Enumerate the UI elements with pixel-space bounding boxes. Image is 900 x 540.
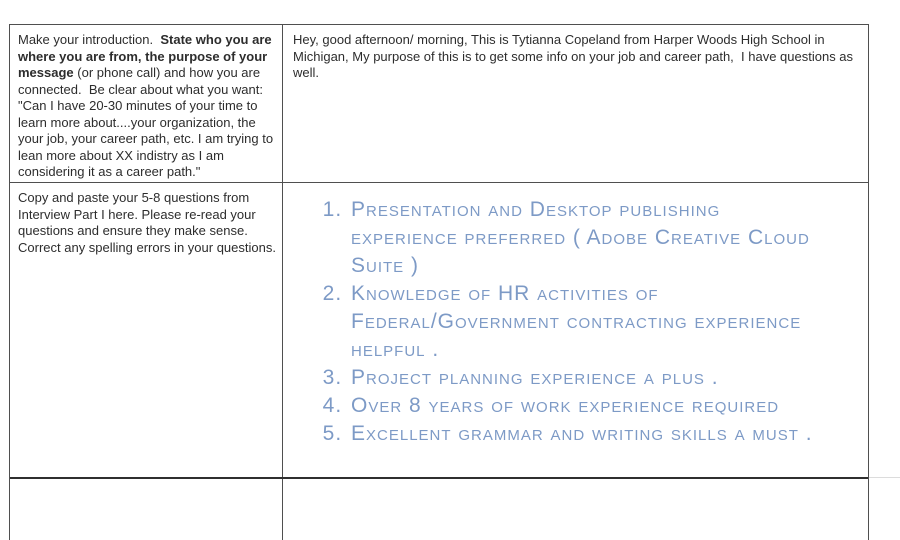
table-row-introduction xyxy=(10,25,868,182)
question-item: 3. Project planning experience a plus . xyxy=(349,364,833,392)
questions-list xyxy=(293,196,833,448)
worksheet-table xyxy=(9,24,869,540)
instruction-cell-empty[interactable] xyxy=(10,479,283,540)
question-item: 4. Over 8 years of work experience required xyxy=(349,392,833,420)
table-row-questions xyxy=(10,182,868,477)
instruction-cell-introduction[interactable] xyxy=(10,25,283,182)
page-edge-line xyxy=(869,477,900,478)
response-cell-empty[interactable] xyxy=(283,479,868,540)
question-item: 2. Knowledge of HR activities of Federal/Government contracting experience helpful . xyxy=(349,280,833,364)
question-item: 1. Presentation and Desktop publishing experience preferred ( Adobe Creative Cloud Suite ) xyxy=(349,196,833,280)
instruction-cell-questions[interactable] xyxy=(10,183,283,477)
introduction-instruction-text: Make your introduction. State who you are where you are from, the purpose of your message (or phone call) and how you are connected. Be clear about what you want: "Can I have 20-30 minutes of your time to learn more about....your organization, the your job, your career path, etc. I am trying to lean more about XX indistry as I am considering it as a career path." xyxy=(18,32,277,179)
questions-instruction-text: Copy and paste your 5-8 questions from Interview Part I here. Please re-read your questions and ensure they make sense. Correct any spelling errors in your questions. xyxy=(18,190,276,255)
question-item: 5. Excellent grammar and writing skills a must . xyxy=(349,420,833,448)
response-cell-questions[interactable] xyxy=(283,183,868,477)
response-cell-introduction[interactable] xyxy=(283,25,868,182)
introduction-response-text: Hey, good afternoon/ morning, This is Tytianna Copeland from Harper Woods High School in Michigan, My purpose of this is to get some info on your job and career path, I have questions as well. xyxy=(293,32,857,80)
table-row-empty xyxy=(10,477,868,540)
